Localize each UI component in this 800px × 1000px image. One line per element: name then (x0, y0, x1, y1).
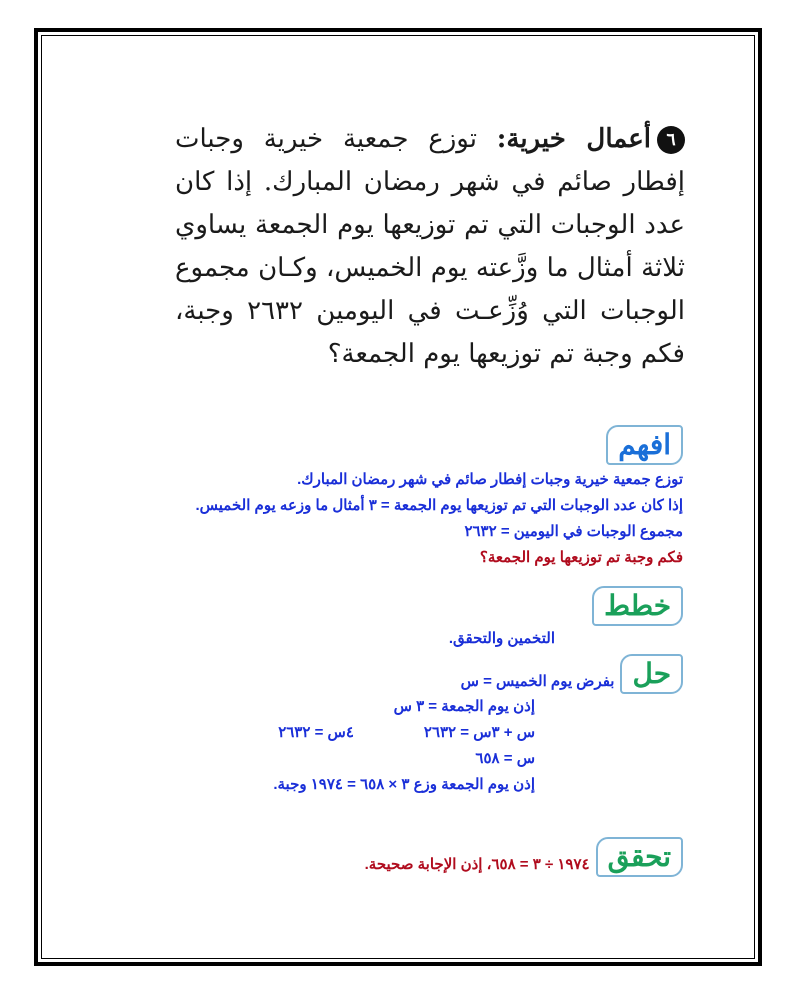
problem-statement (175, 118, 685, 376)
plan-tag: خطط (592, 586, 683, 626)
solve-equation-a: س + ٣س = ٢٦٣٢ (423, 724, 535, 741)
check-section (43, 837, 683, 877)
understand-question: فكم وجبة تم توزيعها يوم الجمعة؟ (479, 549, 683, 566)
check-tag: تحقق (596, 837, 683, 877)
solve-line-1: إذن يوم الجمعة = ٣ س (393, 698, 535, 715)
problem-keyword: أعمال خيرية: (496, 124, 652, 154)
solve-line-3: س = ٦٥٨ (475, 750, 535, 767)
solve-equation-b: ٤س = ٢٦٣٢ (278, 724, 354, 741)
understand-line-1: توزع جمعية خيرية وجبات إفطار صائم في شهر رمضان المبارك. (297, 471, 683, 488)
understand-line-3: مجموع الوجبات في اليومين = ٢٦٣٢ (464, 523, 683, 540)
understand-tag: افهم (606, 425, 683, 465)
plan-strategy: التخمين والتحقق. (448, 630, 555, 647)
check-text: ١٩٧٤ ÷ ٣ = ٦٥٨، إذن الإجابة صحيحة. (364, 856, 590, 873)
solve-line-4: إذن يوم الجمعة وزع ٣ × ٦٥٨ = ١٩٧٤ وجبة. (273, 776, 535, 793)
understand-section (43, 425, 683, 571)
plan-section (43, 586, 683, 652)
solve-tag: حل (620, 654, 683, 694)
problem-text: توزع جمعية خيرية وجبات إفطار صائم في شهر رمضان المبارك. إذا كان عدد الوجبات التي تم توزيعها يوم الجمعة يساوي ثلاثة أمثال ما وزَّعته يوم الخميس، وكـان مجموع الوجبات التي وُزِّعـت في اليومين ٢٦٣٢ وجبة، فكم وجبة تم توزيعها يوم الجمعة؟ (175, 124, 685, 369)
understand-line-2: إذا كان عدد الوجبات التي تم توزيعها يوم الجمعة = ٣ أمثال ما وزعه يوم الخميس. (195, 497, 683, 514)
solve-section (43, 654, 683, 798)
solve-assumption: بفرض يوم الخميس = س (460, 673, 615, 690)
problem-number-badge: ٦ (657, 126, 685, 154)
